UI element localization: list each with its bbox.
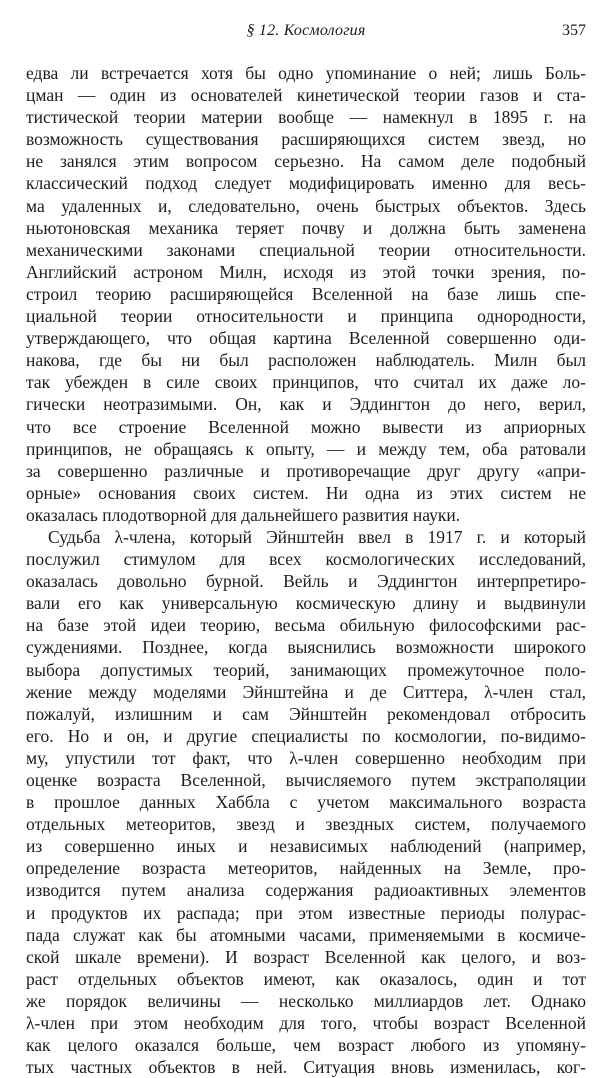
text-line: ньютоновская механика теряет почву и должна быть заменена	[26, 217, 586, 238]
text-line: орные» основания своих систем. Ни одна из этих систем не	[26, 482, 586, 503]
text-line: цман — один из основателей кинетической теории газов и ста-	[26, 85, 586, 106]
text-line: ской шкале времени). И возраст Вселенной как целого, и воз-	[26, 946, 586, 967]
text-line: гически неотразимыми. Он, как и Эддингтон до него, верил,	[26, 394, 586, 415]
page-number: 357	[562, 22, 586, 39]
text-line: му, упустили тот факт, что λ-член совершенно необходим при	[26, 747, 586, 768]
text-line: и продуктов их распада; при этом известные периоды полурас-	[26, 902, 586, 923]
text-line: как целого оказался больше, чем возраст любого из упомяну-	[26, 1035, 586, 1056]
text-line: пада служат как бы атомными часами, применяемыми в космиче-	[26, 924, 586, 945]
text-line: пожалуй, излишним и сам Эйнштейн рекомендовал отбросить	[26, 703, 586, 724]
text-line: определение возраста метеоритов, найденных на Земле, про-	[26, 858, 586, 879]
text-line: оказалась плодотворной для дальнейшего развития науки.	[26, 504, 461, 525]
text-line: тых частных объектов в ней. Ситуация вновь изменилась, ког-	[26, 1057, 586, 1078]
paragraph	[26, 526, 586, 1078]
text-line: возможность существования расширяющихся систем звезд, но	[26, 129, 586, 150]
text-line: выбора допустимых теорий, занимающих промежуточное поло-	[26, 659, 586, 680]
text-line: классический подход следует модифицировать именно для весь-	[26, 173, 586, 194]
paragraph	[26, 62, 586, 526]
text-line: изводится путем анализа содержания радиоактивных элементов	[26, 880, 586, 901]
text-line: отдельных метеоритов, звезд и звездных систем, получаемого	[26, 814, 586, 835]
text-line: в прошлое данных Хаббла с учетом максимального возраста	[26, 792, 586, 813]
text-line: суждениями. Позднее, когда выяснились возможности широкого	[26, 637, 586, 658]
text-line: что все строение Вселенной можно вывести из априорных	[26, 416, 586, 437]
text-line: строил теорию расширяющейся Вселенной на базе лишь спе-	[26, 283, 586, 304]
text-line: Судьба λ-члена, который Эйнштейн ввел в 1917 г. и который	[48, 526, 586, 547]
text-line: оказалась довольно бурной. Вейль и Эддингтон интерпретиро-	[26, 571, 586, 592]
text-line: жение между моделями Эйнштейна и де Ситтера, λ-член стал,	[26, 681, 586, 702]
text-line: циальной теории относительности и принципа однородности,	[26, 306, 586, 327]
text-line: же порядок величины — несколько миллиардов лет. Однако	[26, 990, 586, 1011]
text-line: так убежден в силе своих принципов, что считал их даже ло-	[26, 372, 586, 393]
text-line: за совершенно различные и противоречащие друг другу «апри-	[26, 460, 586, 481]
text-line: оценке возраста Вселенной, вычисляемого путем экстраполяции	[26, 770, 586, 790]
text-line: Английский астроном Милн, исходя из этой точки зрения, по-	[26, 261, 586, 282]
text-line: не занялся этим вопросом серьезно. На самом деле подобный	[26, 151, 586, 172]
body-text	[26, 62, 586, 1078]
text-line: вали его как универсальную космическую длину и выдвинули	[26, 593, 586, 614]
text-line: на базе этой идеи теорию, весьма обильную философскими рас-	[26, 615, 586, 636]
text-line: принципов, не обращаясь к опыту, — и между тем, оба ратовали	[26, 438, 586, 459]
text-line: его. Но и он, и другие специалисты по космологии, по-видимо-	[26, 725, 586, 746]
text-line: едва ли встречается хотя бы одно упоминание о ней; лишь Боль-	[26, 63, 586, 83]
text-line: ма удаленных и, следовательно, очень быстрых объектов. Здесь	[26, 195, 586, 216]
text-line: послужил стимулом для всех космологических исследований,	[26, 549, 586, 570]
text-line: λ-член при этом необходим для того, чтобы возраст Вселенной	[26, 1013, 586, 1034]
text-line: утверждающего, что общая картина Вселенной совершенно оди-	[26, 328, 586, 349]
text-line: тистической теории материи вообще — намекнул в 1895 г. на	[26, 107, 586, 128]
page-header	[26, 22, 586, 46]
text-line: раст отдельных объектов имеют, как оказалось, один и тот	[26, 968, 586, 989]
text-line: накова, где бы ни был расположен наблюдатель. Милн был	[26, 350, 586, 371]
text-line: из совершенно иных и независимых наблюдений (например,	[26, 836, 586, 857]
text-line: механическими законами специальной теории относительности.	[26, 239, 586, 260]
running-head: § 12. Космология	[246, 22, 366, 39]
